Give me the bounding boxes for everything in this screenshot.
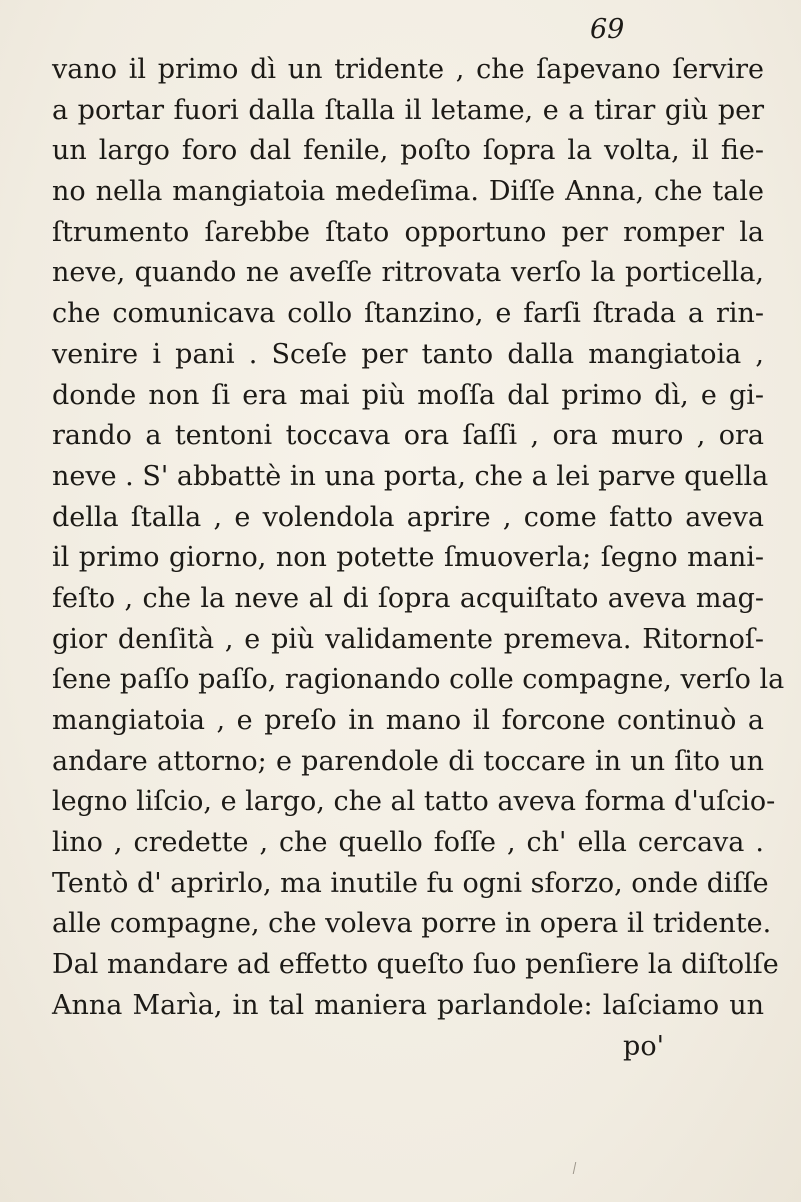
text-line: un largo foro dal fenile, poſto ſopra la volta, il fie- — [52, 135, 764, 167]
text-line: no nella mangiatoia medeſima. Diſſe Anna, che tale — [52, 176, 764, 208]
page-number: 69 — [590, 14, 625, 45]
text-line: della ſtalla , e volendola aprire , come fatto aveva — [52, 501, 764, 533]
text-line: ſtrumento ſarebbe ſtato opportuno per romper la — [52, 216, 764, 248]
text-line: alle compagne, che voleva porre in opera il tridente. — [52, 908, 772, 940]
text-line: Anna Marìa, in tal maniera parlandole: laſciamo un — [52, 989, 764, 1021]
text-line: neve . S' abbattè in una porta, che a lei parve quella — [52, 460, 769, 492]
text-line: neve, quando ne aveſſe ritrovata verſo la porticella, — [52, 257, 764, 289]
text-line: feſto , che la neve al di ſopra acquiſtato aveva mag- — [52, 582, 764, 614]
text-line: legno liſcio, e largo, che al tatto aveva forma d'uſcio- — [52, 786, 776, 818]
text-line: lino , credette , che quello foſſe , ch' ella cercava . — [52, 827, 764, 859]
text-line: ſene paſſo paſſo, ragionando colle compagne, verſo la — [52, 664, 785, 696]
text-line: venire i pani . Sceſe per tanto dalla mangiatoia , — [52, 338, 764, 370]
text-line: andare attorno; e parendole di toccare in un ſito un — [52, 745, 764, 777]
text-line: che comunicava collo ſtanzino, e farſi ſtrada a rin- — [52, 298, 764, 330]
text-line: il primo giorno, non potette ſmuoverla; ſegno mani- — [52, 542, 764, 574]
text-line: rando a tentoni toccava ora ſaſſi , ora muro , ora — [52, 420, 764, 452]
text-line: Tentò d' aprirlo, ma inutile fu ogni sforzo, onde diſſe — [52, 867, 769, 899]
catchword: po' — [623, 1030, 664, 1062]
body-text — [52, 50, 785, 1067]
text-line: a portar fuori dalla ſtalla il letame, e a tirar giù per — [52, 94, 764, 126]
text-line: vano il primo dì un tridente , che ſapevano ſervire — [52, 54, 764, 85]
text-line: gior denſità , e più validamente premeva. Ritornoſ- — [52, 623, 764, 655]
ink-mark — [573, 1162, 583, 1174]
text-line: Dal mandare ad effetto queſto ſuo penſiere la diſtolſe — [52, 949, 779, 981]
text-line: donde non ſi era mai più moſſa dal primo dì, e gi- — [52, 379, 764, 411]
text-line: mangiatoia , e preſo in mano il forcone continuò a — [52, 705, 764, 736]
